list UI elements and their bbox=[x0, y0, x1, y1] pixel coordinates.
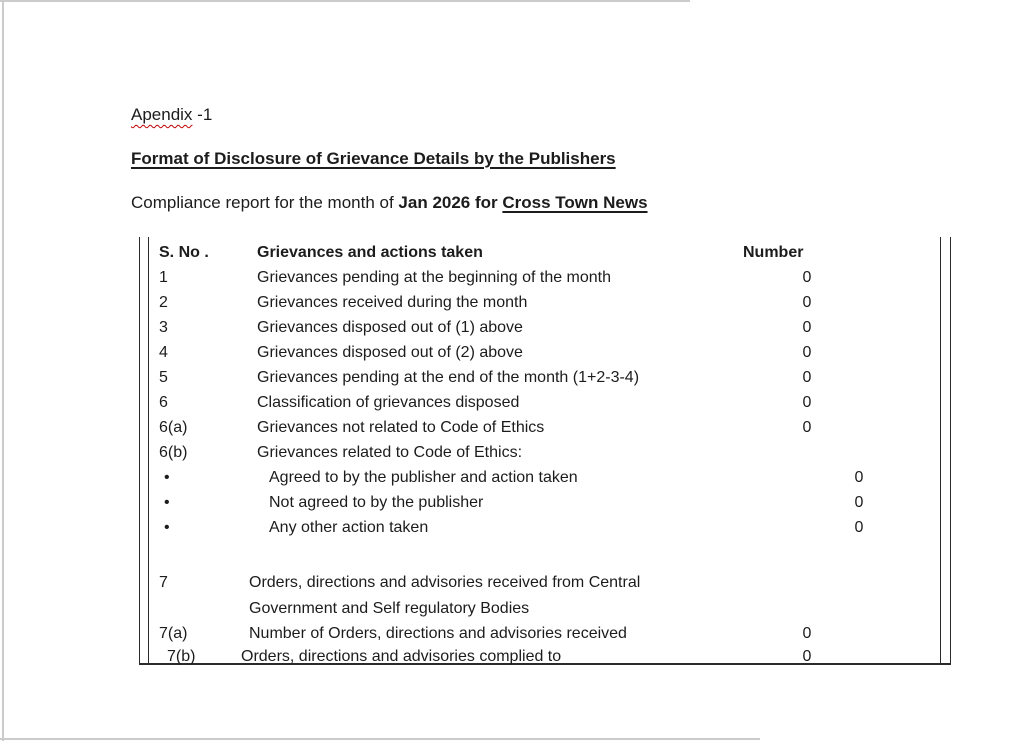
table-row bbox=[140, 490, 950, 515]
row-number: 0 bbox=[802, 294, 812, 311]
row-description: Classification of grievances disposed bbox=[257, 394, 520, 411]
row-sno: 6 bbox=[159, 394, 168, 411]
table-row bbox=[140, 440, 950, 465]
row-number: 0 bbox=[854, 469, 864, 486]
document-title: Format of Disclosure of Grievance Details by the Publishers bbox=[131, 149, 616, 168]
table-row bbox=[140, 621, 950, 646]
header-description: Grievances and actions taken bbox=[257, 244, 483, 261]
table-row bbox=[140, 415, 950, 440]
row-sno: 7 bbox=[159, 574, 168, 591]
row-description: Grievances related to Code of Ethics: bbox=[257, 444, 523, 461]
table-row bbox=[140, 315, 950, 340]
row-bullet-marker: • bbox=[164, 494, 170, 511]
row-description: Grievances not related to Code of Ethics bbox=[257, 419, 545, 436]
row-sno: 1 bbox=[159, 269, 168, 286]
row-sno: 5 bbox=[159, 369, 168, 386]
row-description: Grievances disposed out of (2) above bbox=[257, 344, 523, 361]
row-description: Any other action taken bbox=[269, 519, 429, 536]
appendix-word-misspelled: Apendix bbox=[131, 105, 193, 124]
row-number: 0 bbox=[802, 648, 812, 665]
page-edge-bottom bbox=[0, 738, 760, 740]
row-sno: 2 bbox=[159, 294, 168, 311]
table-rows bbox=[140, 240, 950, 668]
table-row bbox=[140, 646, 950, 668]
table-spacer-row bbox=[140, 540, 950, 570]
row-number: 0 bbox=[802, 419, 812, 436]
table-row bbox=[140, 570, 950, 621]
row-description: Grievances pending at the end of the month (1+2-3-4) bbox=[257, 369, 640, 386]
header-sno: S. No . bbox=[159, 244, 209, 261]
page-edge-top bbox=[0, 0, 690, 2]
row-sno: 4 bbox=[159, 344, 168, 361]
table-row bbox=[140, 265, 950, 290]
row-sno: 6(a) bbox=[159, 419, 188, 436]
row-description: Grievances received during the month bbox=[257, 294, 528, 311]
row-bullet-marker: • bbox=[164, 519, 170, 536]
row-sno: 7(a) bbox=[159, 625, 188, 642]
table-body bbox=[140, 265, 950, 668]
appendix-number: -1 bbox=[192, 105, 213, 124]
page-edge-left bbox=[2, 0, 4, 741]
row-number: 0 bbox=[802, 625, 812, 642]
row-description: Agreed to by the publisher and action taken bbox=[269, 469, 578, 486]
row-number: 0 bbox=[802, 394, 812, 411]
row-description: Grievances disposed out of (1) above bbox=[257, 319, 523, 336]
row-number: 0 bbox=[802, 344, 812, 361]
table-row bbox=[140, 340, 950, 365]
row-description: Grievances pending at the beginning of the month bbox=[257, 269, 612, 286]
row-sno: 6(b) bbox=[159, 444, 188, 461]
row-number: 0 bbox=[802, 269, 812, 286]
table-row bbox=[140, 290, 950, 315]
subtitle-publisher-name: Cross Town News bbox=[502, 193, 648, 212]
row-description: Not agreed to by the publisher bbox=[269, 494, 484, 511]
row-sno: 7(b) bbox=[167, 648, 196, 665]
row-number: 0 bbox=[854, 494, 864, 511]
table-header-row bbox=[140, 240, 950, 265]
table-row bbox=[140, 365, 950, 390]
row-number: 0 bbox=[802, 369, 812, 386]
row-bullet-marker: • bbox=[164, 469, 170, 486]
header-number: Number bbox=[743, 244, 804, 261]
row-number: 0 bbox=[802, 319, 812, 336]
appendix-label bbox=[131, 105, 212, 125]
row-number: 0 bbox=[854, 519, 864, 536]
table-row bbox=[140, 515, 950, 540]
compliance-subtitle bbox=[131, 193, 648, 213]
row-sno: 3 bbox=[159, 319, 168, 336]
table-row bbox=[140, 390, 950, 415]
row-description: Orders, directions and advisories received from Central Government and Self regulatory Bodies bbox=[249, 574, 641, 617]
subtitle-prefix: Compliance report for the month of bbox=[131, 193, 399, 212]
grievance-table bbox=[139, 237, 951, 665]
table-row bbox=[140, 465, 950, 490]
row-description: Orders, directions and advisories complied to bbox=[241, 648, 562, 665]
subtitle-month: Jan 2026 for bbox=[398, 193, 503, 212]
row-description: Number of Orders, directions and advisories received bbox=[249, 625, 627, 642]
